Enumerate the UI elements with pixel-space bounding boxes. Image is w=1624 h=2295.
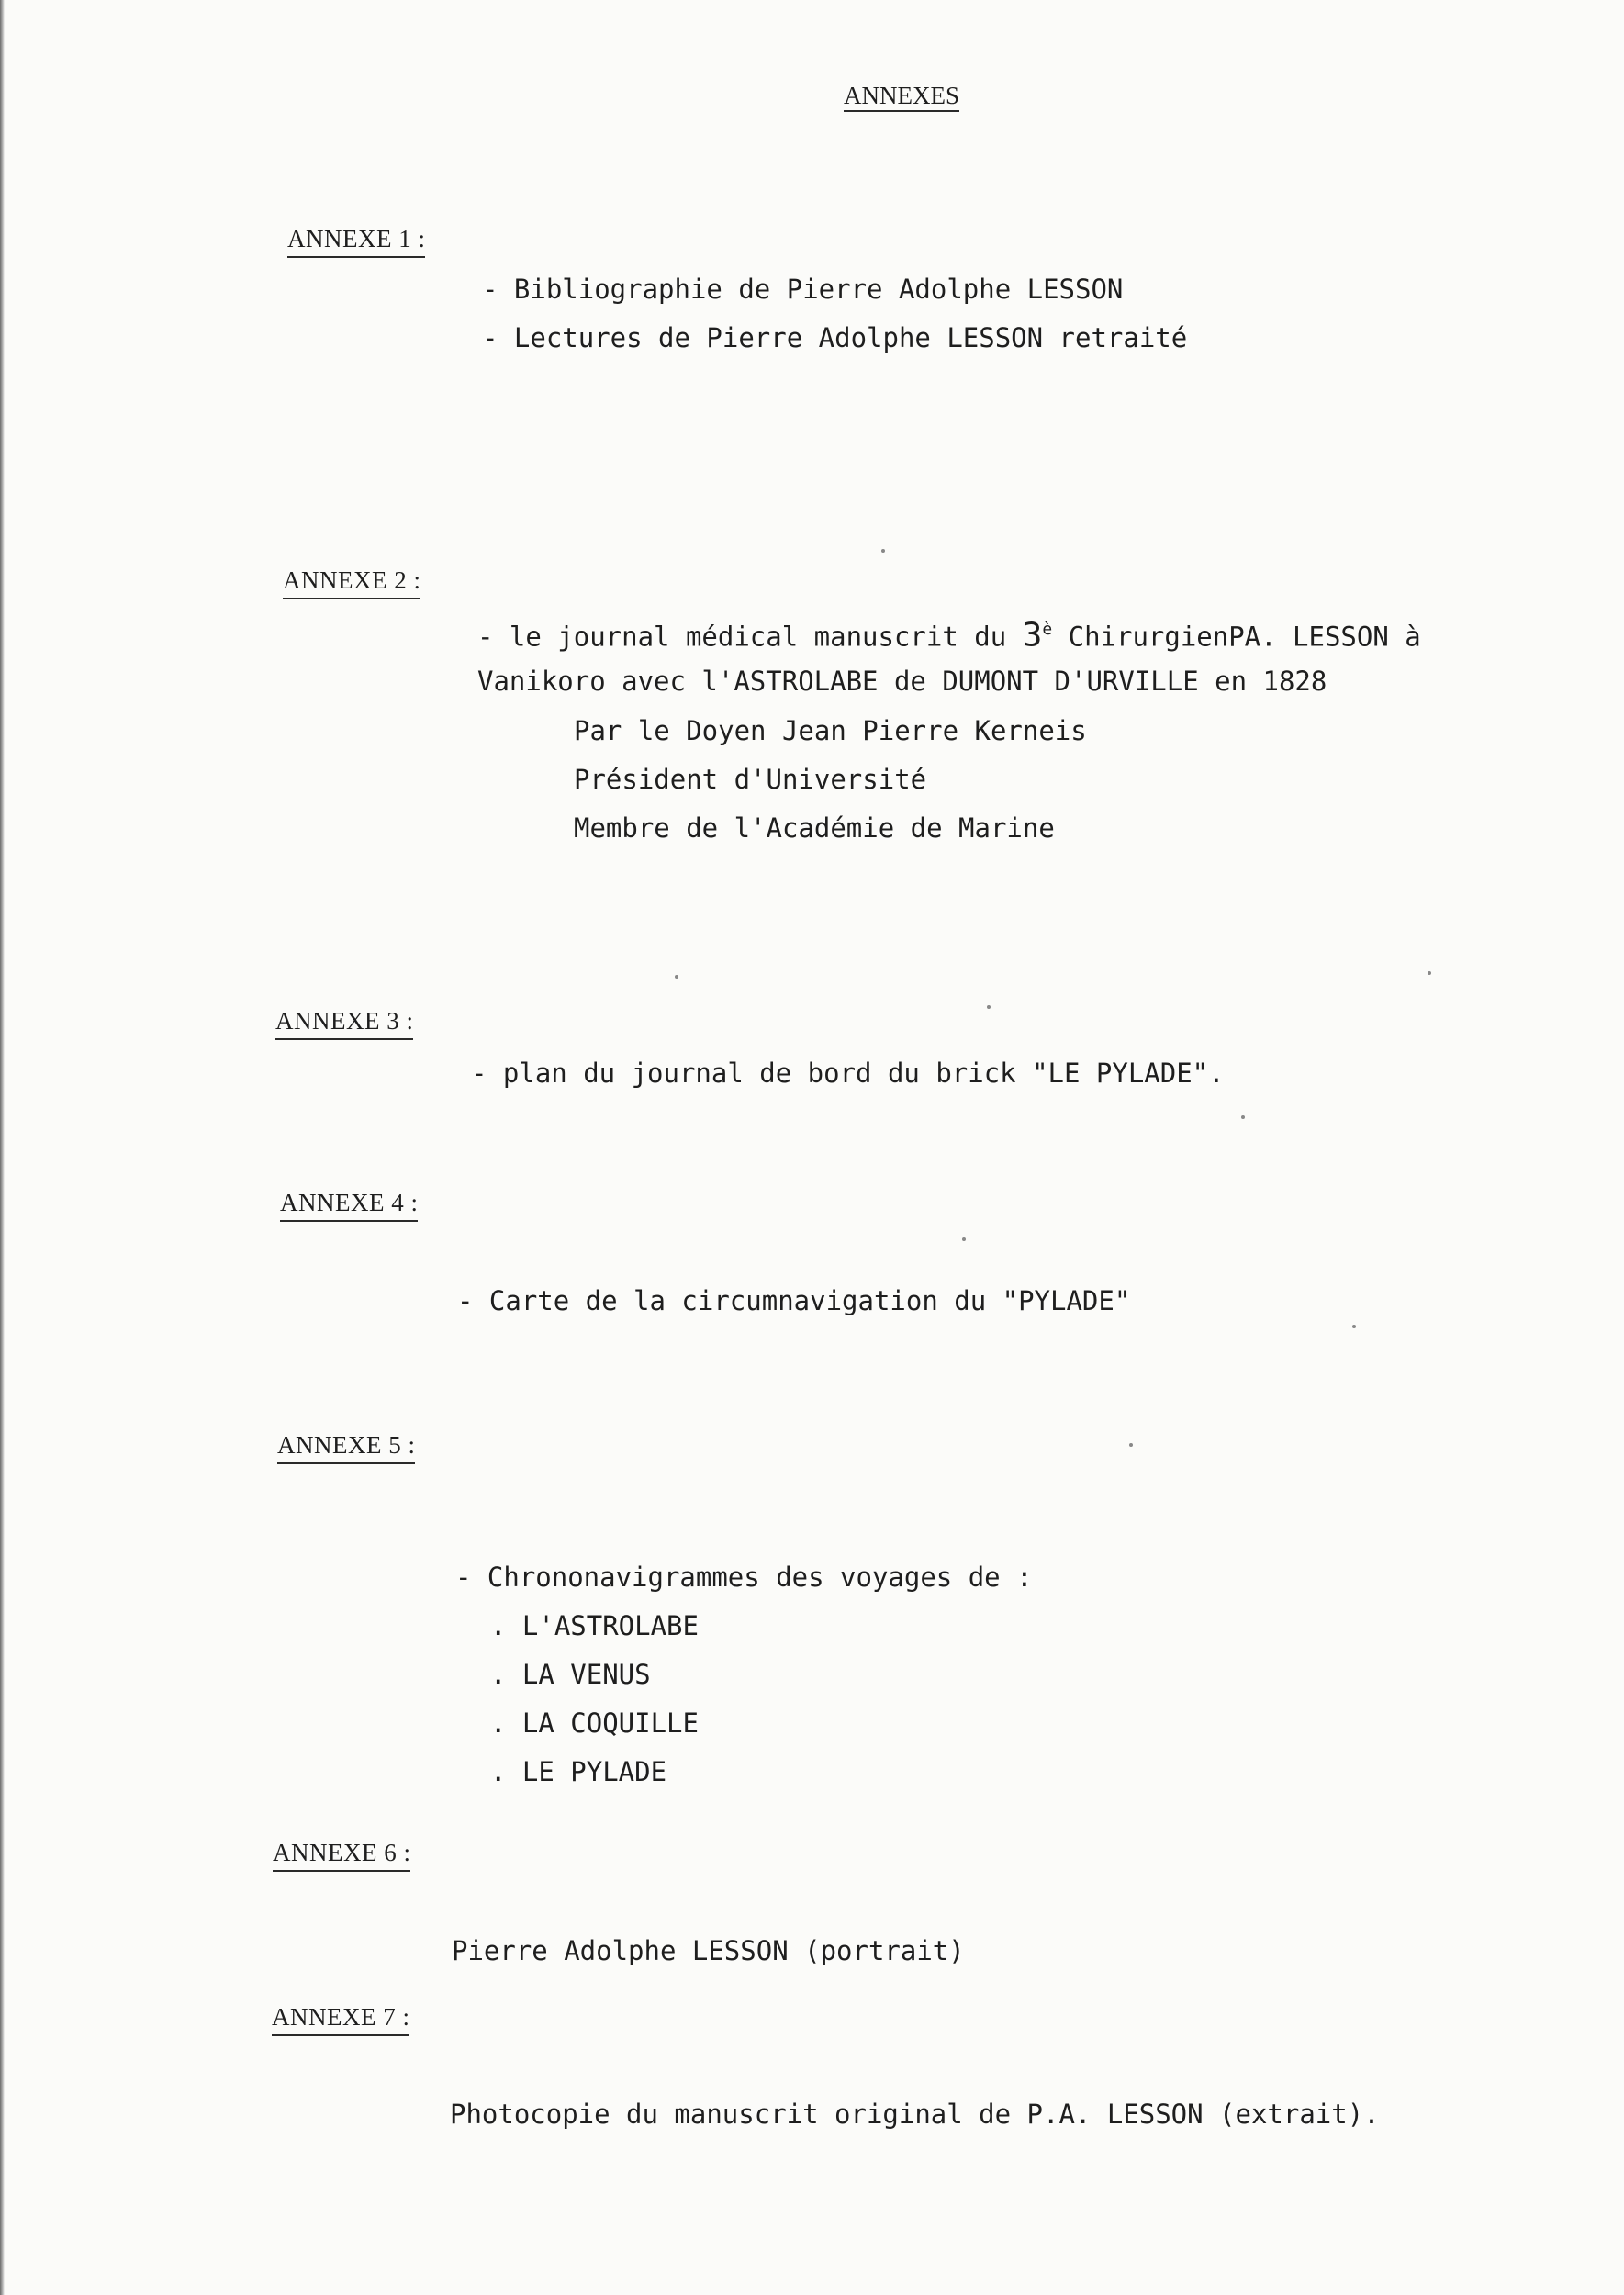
- annexe-7-line-1: Photocopie du manuscrit original de P.A. LESSON (extrait).: [450, 2099, 1380, 2130]
- annexe-7-heading: ANNEXE 7 :: [272, 2000, 409, 2036]
- scan-speck: [1241, 1115, 1245, 1119]
- scan-speck: [962, 1237, 966, 1241]
- scan-speck: [675, 975, 678, 979]
- annexe-2-heading: ANNEXE 2 :: [283, 564, 420, 599]
- annexe-3-heading: ANNEXE 3 :: [275, 1004, 413, 1040]
- scan-speck: [1129, 1443, 1133, 1447]
- annexe-2-ordinal-number: 3: [1022, 616, 1043, 655]
- title-underline: [844, 110, 959, 112]
- annexe-1-line-1: - Bibliographie de Pierre Adolphe LESSON: [482, 274, 1124, 305]
- annexe-2-author-line-3: Membre de l'Académie de Marine: [574, 812, 1055, 844]
- page-title: ANNEXES: [844, 82, 959, 109]
- annexe-5-item-4: . LE PYLADE: [490, 1756, 667, 1787]
- annexe-4-line-1: - Carte de la circumnavigation du "PYLADE": [457, 1285, 1131, 1316]
- annexe-3-line-1: - plan du journal de bord du brick "LE PYLADE".: [471, 1058, 1225, 1089]
- scan-speck: [881, 549, 885, 553]
- annexe-5-heading: ANNEXE 5 :: [277, 1428, 415, 1464]
- annexe-5-intro: - Chrononavigrammes des voyages de :: [455, 1562, 1033, 1593]
- annexe-2-ordinal-suffix: è: [1042, 620, 1053, 639]
- annexe-5-item-1: . L'ASTROLABE: [490, 1610, 699, 1641]
- scan-edge-line: [0, 0, 5, 2295]
- annexe-6-heading: ANNEXE 6 :: [273, 1836, 410, 1872]
- annexe-5-item-2: . LA VENUS: [490, 1659, 651, 1690]
- annexe-2-line-1-start: - le journal médical manuscrit du: [477, 621, 1023, 653]
- annexe-2-line-1-end: ChirurgienPA. LESSON à: [1052, 621, 1421, 653]
- annexe-1-line-2: - Lectures de Pierre Adolphe LESSON retraité: [482, 322, 1188, 353]
- scan-speck: [987, 1005, 991, 1009]
- annexe-4-heading: ANNEXE 4 :: [280, 1186, 418, 1222]
- scan-speck: [1352, 1325, 1356, 1328]
- annexe-1-heading: ANNEXE 1 :: [287, 222, 425, 258]
- annexe-5-item-3: . LA COQUILLE: [490, 1707, 699, 1739]
- annexe-2-line-1: [477, 615, 1421, 654]
- annexe-2-author-line-2: Président d'Université: [574, 764, 927, 795]
- annexe-2-line-2: Vanikoro avec l'ASTROLABE de DUMONT D'URVILLE en 1828: [477, 666, 1327, 697]
- scan-speck: [1428, 971, 1431, 975]
- annexe-2-author-line-1: Par le Doyen Jean Pierre Kerneis: [574, 715, 1087, 746]
- annexe-6-line-1: Pierre Adolphe LESSON (portrait): [452, 1935, 965, 1966]
